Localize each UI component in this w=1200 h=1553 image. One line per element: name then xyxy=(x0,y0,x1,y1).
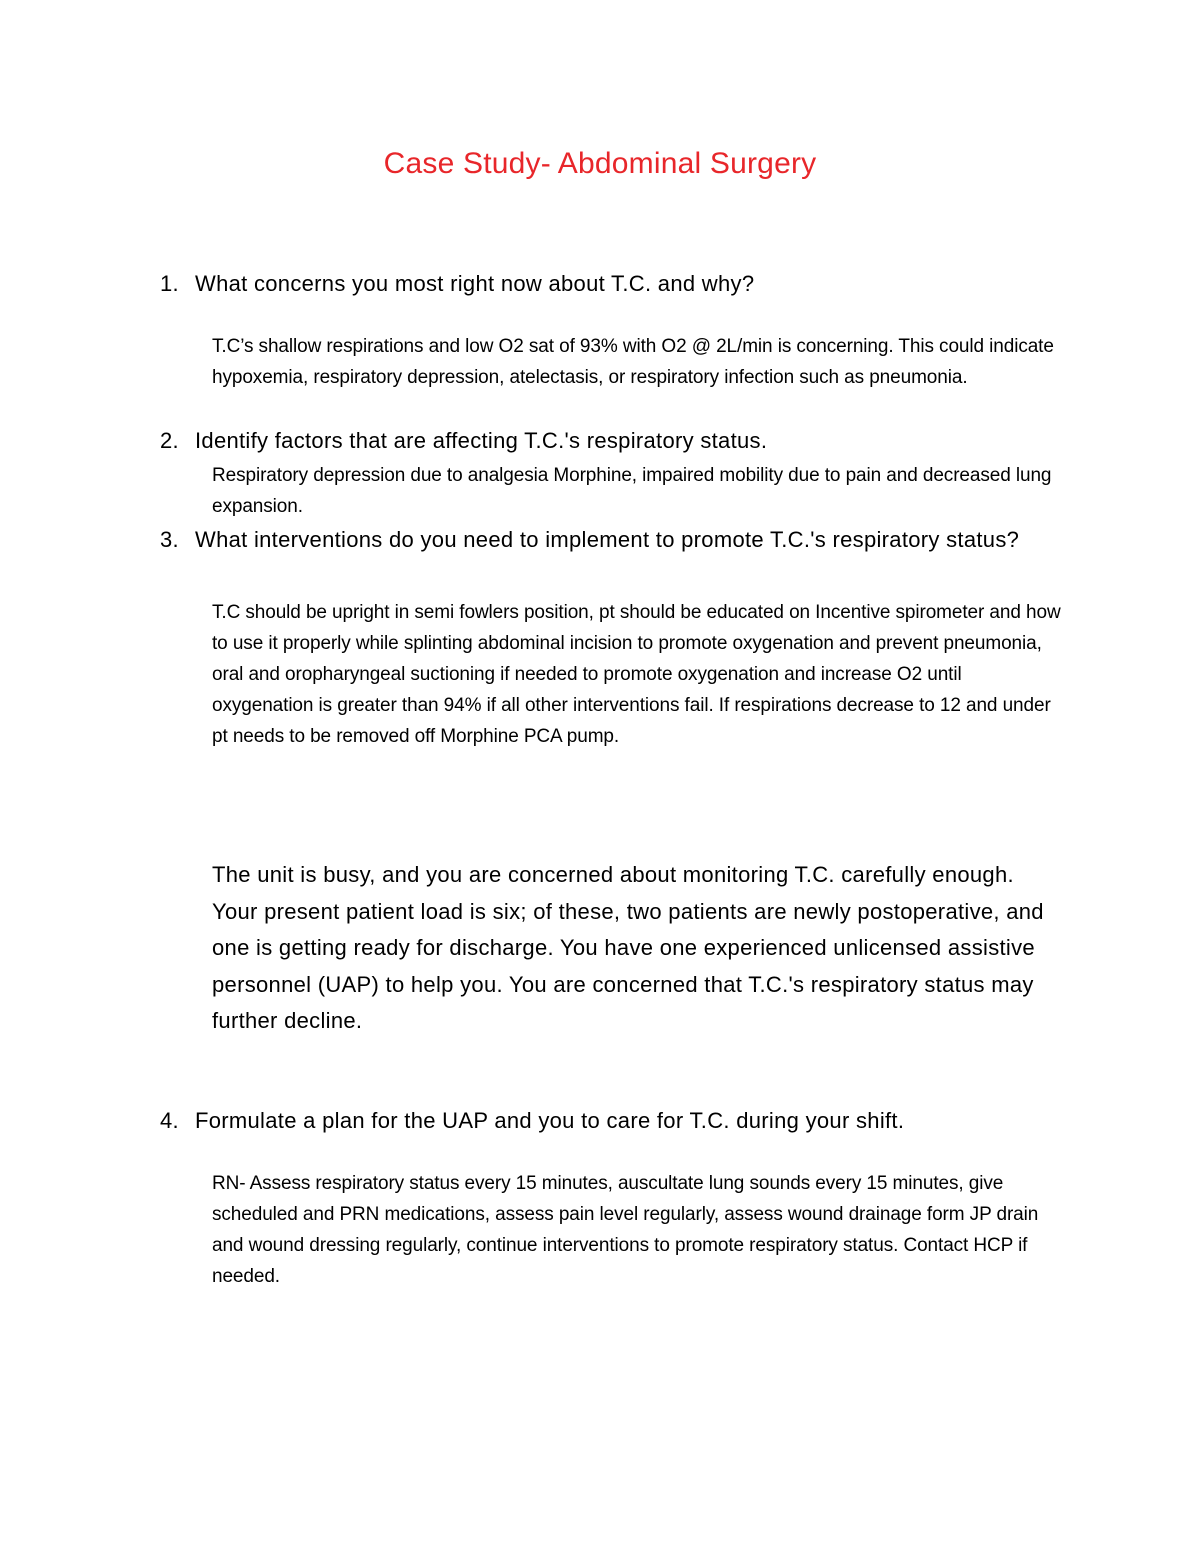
document-title: Case Study- Abdominal Surgery xyxy=(383,147,817,180)
answer-3: T.C should be upright in semi fowlers position, pt should be educated on Incentive spirometer and how to use it properly while splinting abdominal incision to promote oxygenation and prevent pneumonia, oral and oropharyngeal suctioning if needed to promote oxygenation and increase O2 until oxygenation is greater than 94% if all other interventions fail. If respirations decrease to 12 and under pt needs to be removed off Morphine PCA pump. xyxy=(212,602,1061,747)
question-number: 1. xyxy=(160,271,179,296)
question-text: Formulate a plan for the UAP and you to care for T.C. during your shift. xyxy=(195,1108,905,1133)
answer-2: Respiratory depression due to analgesia Morphine, impaired mobility due to pain and decreased lung expansion. xyxy=(212,465,1052,517)
question-text: What interventions do you need to implement to promote T.C.'s respiratory status? xyxy=(195,527,1020,552)
answer-4: RN- Assess respiratory status every 15 minutes, auscultate lung sounds every 15 minutes, give scheduled and PRN medications, assess pain level regularly, assess wound drainage form JP drain and wound dressing regularly, continue interventions to promote respiratory status. Contact HCP if needed. xyxy=(212,1173,1039,1287)
question-text: What concerns you most right now about T.C. and why? xyxy=(195,271,755,296)
question-number: 4. xyxy=(160,1108,179,1133)
question-text: Identify factors that are affecting T.C.'s respiratory status. xyxy=(195,428,768,453)
scenario-paragraph: The unit is busy, and you are concerned about monitoring T.C. carefully enough. Your present patient load is six; of these, two patients are newly postoperative, and one is getting ready for discharge. You have one experienced unlicensed assistive personnel (UAP) to help you. You are concerned that T.C.'s respiratory status may further decline. xyxy=(212,862,1044,1033)
answer-1: T.C’s shallow respirations and low O2 sat of 93% with O2 @ 2L/min is concerning. This could indicate hypoxemia, respiratory depression, atelectasis, or respiratory infection such as pneumonia. xyxy=(212,336,1054,388)
question-number: 3. xyxy=(160,527,179,552)
question-number: 2. xyxy=(160,428,179,453)
